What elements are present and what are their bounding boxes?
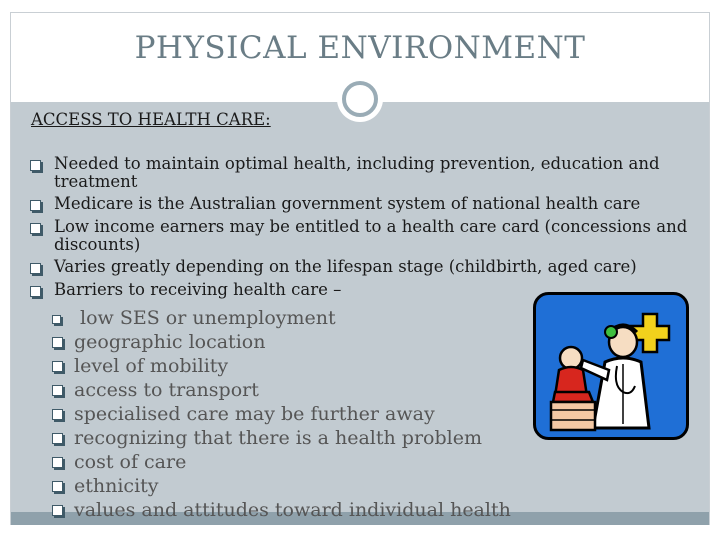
barrier-text: ethnicity	[74, 475, 159, 497]
bullet-text-line: discounts)	[54, 235, 141, 254]
bullet-square-icon	[52, 505, 63, 516]
barrier-text: cost of care	[74, 451, 187, 473]
bullet-item	[30, 155, 690, 191]
bullet-square-icon	[52, 481, 63, 492]
bullet-text-line: treatment	[54, 172, 138, 191]
barrier-text: level of mobility	[74, 355, 229, 377]
bullet-text-line: Varies greatly depending on the lifespan stage (childbirth, aged care)	[54, 257, 637, 276]
bullet-text-line: Needed to maintain optimal health, including prevention, education and	[54, 154, 660, 173]
bullet-square-icon	[52, 433, 63, 444]
bullet-text-line: Barriers to receiving health care –	[54, 280, 342, 299]
bullet-text-line: Low income earners may be entitled to a health care card (concessions and	[54, 217, 688, 236]
bullet-text-line: Medicare is the Australian government system of national health care	[54, 194, 641, 213]
barrier-text: low SES or unemployment	[74, 307, 336, 329]
barrier-text: recognizing that there is a health problem	[74, 427, 482, 449]
bullet-square-icon	[52, 315, 61, 324]
bullet-square-icon	[30, 263, 41, 274]
bullet-square-icon	[30, 286, 41, 297]
bullet-square-icon	[30, 160, 41, 171]
divider-line-right	[383, 99, 528, 101]
list-item	[52, 330, 532, 354]
barrier-text: access to transport	[74, 379, 259, 401]
list-item	[52, 306, 532, 330]
section-subheading: ACCESS TO HEALTH CARE:	[31, 110, 271, 129]
list-item	[52, 402, 532, 426]
barrier-text: specialised care may be further away	[74, 403, 435, 425]
bullet-item	[30, 218, 690, 254]
bullet-square-icon	[52, 385, 63, 396]
barrier-text: values and attitudes toward individual health	[74, 499, 511, 521]
list-item	[52, 498, 532, 522]
barriers-list	[52, 306, 532, 522]
list-item	[52, 450, 532, 474]
bullet-item	[30, 195, 690, 215]
bullet-item	[30, 258, 690, 278]
bullet-square-icon	[52, 337, 63, 348]
barrier-text: geographic location	[74, 331, 266, 353]
slide-title: PHYSICAL ENVIRONMENT	[134, 30, 586, 66]
list-item	[52, 426, 532, 450]
bullet-square-icon	[30, 200, 41, 211]
list-item	[52, 354, 532, 378]
divider-line-left	[12, 99, 342, 101]
divider-ring-icon	[342, 81, 378, 117]
bullet-square-icon	[52, 409, 63, 420]
list-item	[52, 474, 532, 498]
bullet-square-icon	[30, 223, 41, 234]
main-bullet-list	[30, 155, 690, 301]
doctor-examining-child-clipart	[533, 292, 689, 440]
list-item	[52, 378, 532, 402]
bullet-square-icon	[52, 361, 63, 372]
bullet-square-icon	[52, 457, 63, 468]
